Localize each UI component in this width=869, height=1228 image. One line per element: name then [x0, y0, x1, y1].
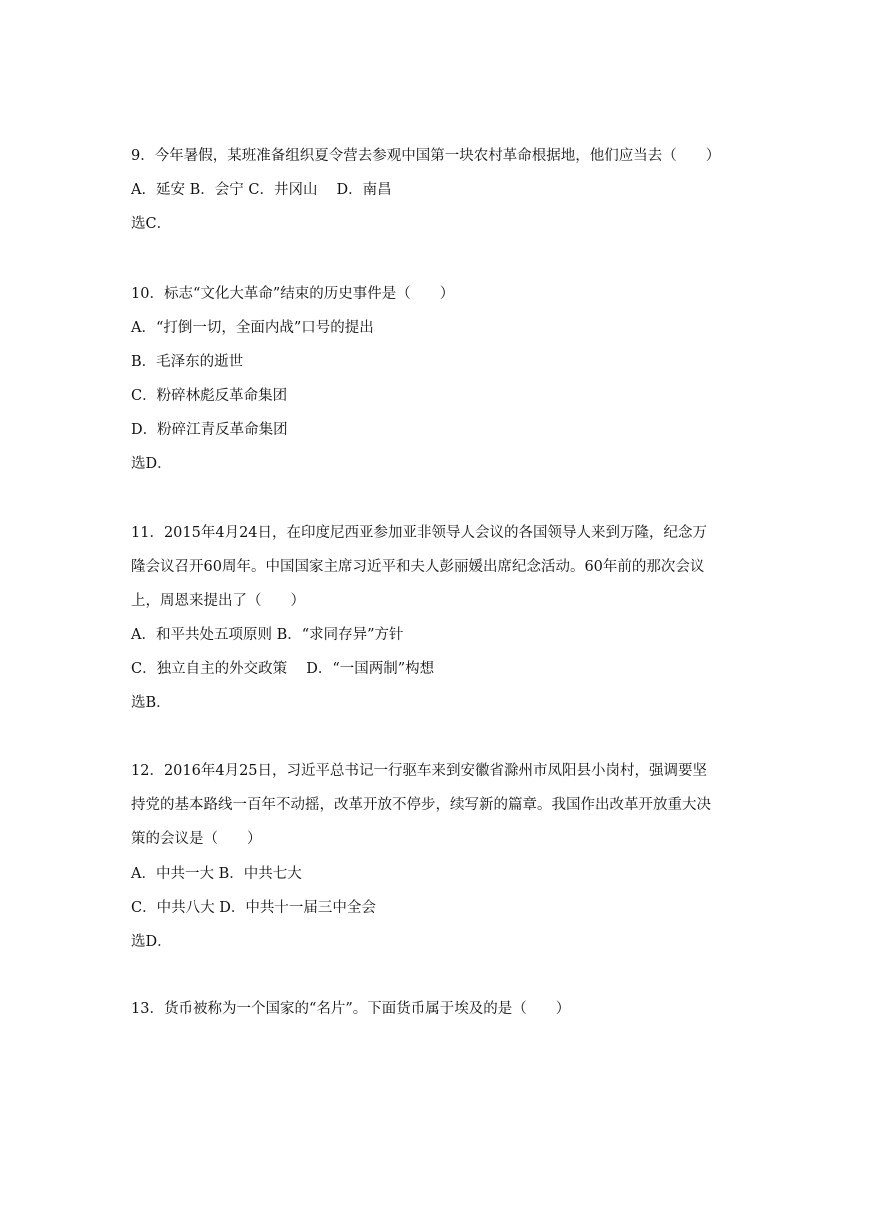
question-10-option-a: A．“打倒一切，全面内战”口号的提出 — [131, 320, 374, 336]
question-11-options-line-2: C．独立自主的外交政策 D．“一国两制”构想 — [131, 661, 435, 677]
question-12-stem-line-1: 12．2016年4月25日，习近平总书记一行驱车来到安徽省滁州市凤阳县小岗村，强调要坚 — [131, 763, 708, 779]
question-12-options-line-1: A．中共一大 B．中共七大 — [131, 866, 302, 882]
question-9-options: A．延安 B．会宁 C．井冈山 D．南昌 — [131, 182, 392, 198]
question-10-option-d: D．粉碎江青反革命集团 — [131, 422, 288, 438]
question-12-answer: 选D． — [131, 934, 172, 950]
question-11-stem-line-3: 上，周恩来提出了（ ） — [131, 593, 305, 609]
question-10-answer: 选D． — [131, 456, 172, 472]
question-11-answer: 选B． — [131, 695, 171, 711]
question-9-answer: 选C． — [131, 216, 172, 232]
question-11-stem-line-2: 隆会议召开60周年。中国国家主席习近平和夫人彭丽媛出席纪念活动。60年前的那次会议 — [131, 559, 705, 575]
question-12-stem-line-3: 策的会议是（ ） — [131, 831, 262, 847]
question-11-options-line-1: A．和平共处五项原则 B．“求同存异”方针 — [131, 627, 404, 643]
question-10-option-b: B．毛泽东的逝世 — [131, 354, 244, 370]
question-12-options-line-2: C．中共八大 D．中共十一届三中全会 — [131, 900, 376, 916]
question-10-option-c: C．粉碎林彪反革命集团 — [131, 388, 288, 404]
question-9-stem: 9．今年暑假，某班准备组织夏令营去参观中国第一块农村革命根据地，他们应当去（ ） — [131, 148, 721, 164]
question-12-stem-line-2: 持党的基本路线一百年不动摇，改革开放不停步，续写新的篇章。我国作出改革开放重大决 — [131, 797, 711, 813]
question-13-stem: 13．货币被称为一个国家的“名片”。下面货币属于埃及的是（ ） — [131, 1001, 571, 1017]
question-11-stem-line-1: 11．2015年4月24日，在印度尼西亚参加亚非领导人会议的各国领导人来到万隆，纪念万 — [131, 525, 708, 541]
question-10-stem: 10．标志“文化大革命”结束的历史事件是（ ） — [131, 286, 455, 302]
